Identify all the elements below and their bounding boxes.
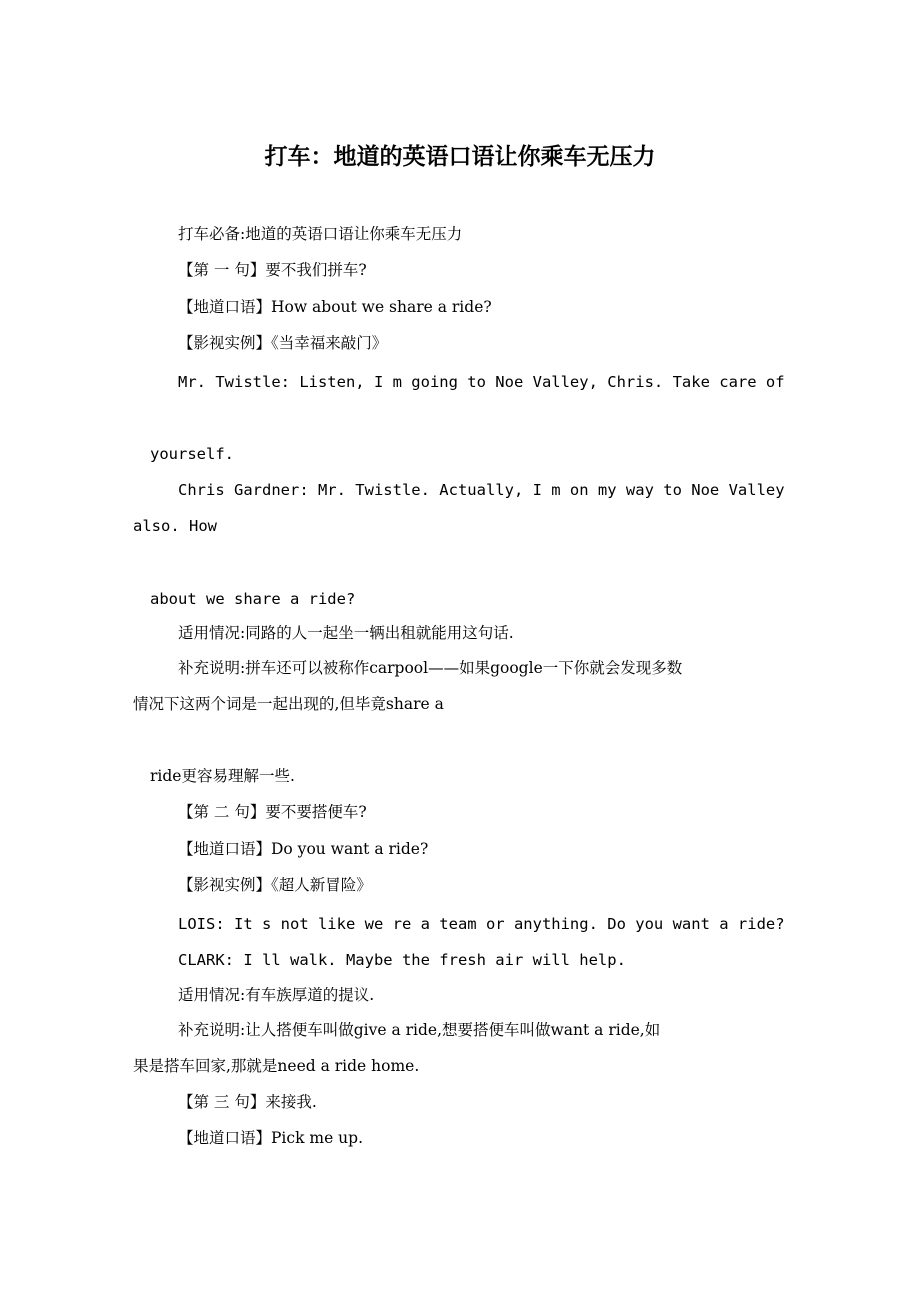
dialogue-line: also. How (133, 517, 217, 535)
dialogue-line: CLARK: I ll walk. Maybe the fresh air will help. (178, 951, 626, 969)
sentence-1-phrase: 【地道口语】How about we share a ride? (178, 298, 492, 316)
dialogue-line: Chris Gardner: Mr. Twistle. Actually, I m on my way to Noe Valley (178, 481, 785, 499)
dialogue-line: Mr. Twistle: Listen, I m going to Noe Valley, Chris. Take care of (178, 373, 785, 391)
usage-note: 适用情况:有车族厚道的提议. (178, 986, 375, 1004)
supplement-note: 补充说明:拼车还可以被称作carpool——如果google一下你就会发现多数 (178, 659, 683, 677)
document-title: 打车：地道的英语口语让你乘车无压力 (264, 144, 656, 170)
supplement-note: 果是搭车回家,那就是need a ride home. (133, 1057, 420, 1075)
sentence-1-movie: 【影视实例】《当幸福来敲门》 (178, 334, 388, 352)
supplement-note: 情况下这两个词是一起出现的,但毕竟share a (133, 695, 444, 713)
sentence-1-heading: 【第 一 句】要不我们拼车? (178, 261, 367, 279)
sentence-2-heading: 【第 二 句】要不要搭便车? (178, 803, 367, 821)
usage-note: 适用情况:同路的人一起坐一辆出租就能用这句话. (178, 624, 514, 642)
supplement-note: 补充说明:让人搭便车叫做give a ride,想要搭便车叫做want a ride,如 (178, 1021, 661, 1039)
sentence-2-phrase: 【地道口语】Do you want a ride? (178, 840, 429, 858)
dialogue-line: about we share a ride? (150, 590, 356, 608)
dialogue-line: yourself. (150, 445, 234, 463)
dialogue-line: LOIS: It s not like we re a team or anything. Do you want a ride? (178, 915, 785, 933)
sentence-2-movie: 【影视实例】《超人新冒险》 (178, 876, 372, 894)
supplement-note: ride更容易理解一些. (150, 767, 295, 785)
intro-line: 打车必备:地道的英语口语让你乘车无压力 (178, 225, 463, 243)
sentence-3-phrase: 【地道口语】Pick me up. (178, 1129, 364, 1147)
sentence-3-heading: 【第 三 句】来接我. (178, 1093, 317, 1111)
